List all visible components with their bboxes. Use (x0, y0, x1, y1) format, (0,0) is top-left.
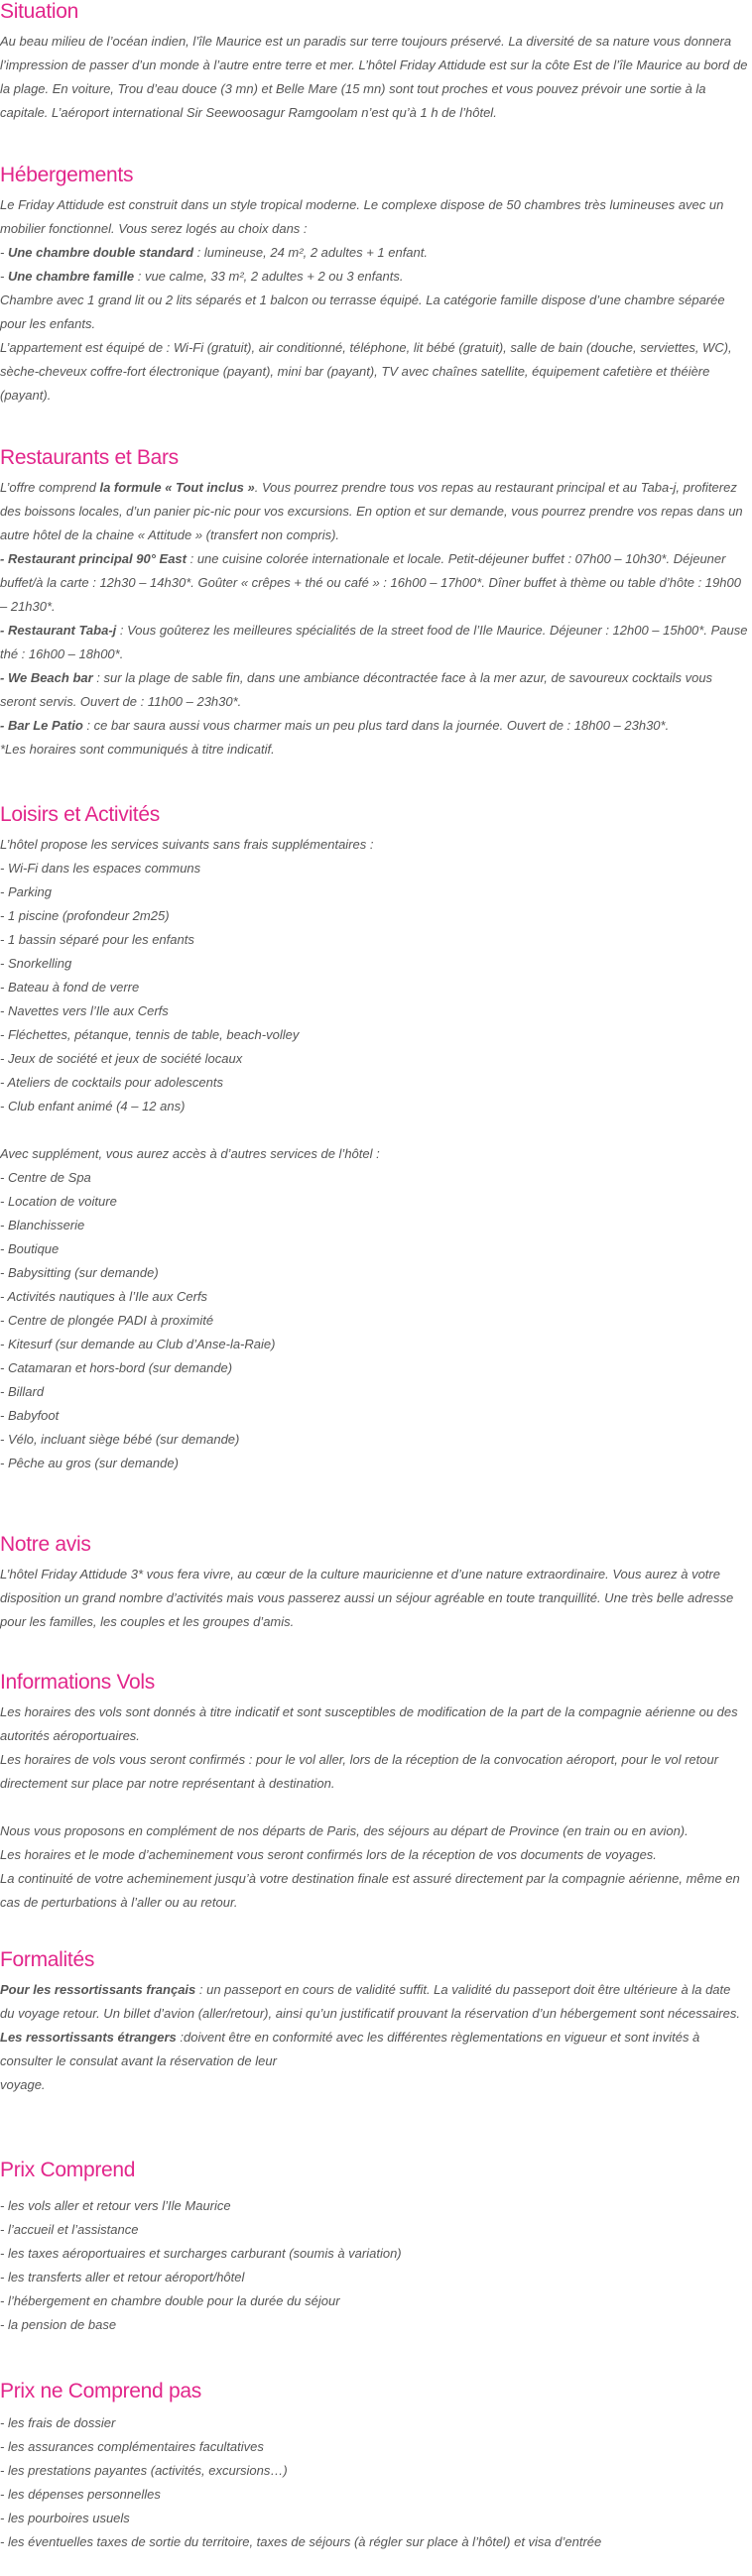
room-family: - Une chambre famille : vue calme, 33 m², 2 adultes + 2 ou 3 enfants. (0, 269, 404, 284)
formalites-foreign: Les ressortissants étrangers :doivent être en conformité avec les différentes règlementations en vigueur et sont invités à consulter le consulat avant la réservation de leur (0, 2030, 700, 2068)
room-note: Chambre avec 1 grand lit ou 2 lits séparés et 1 balcon ou terrasse équipé. La catégorie famille dispose d’une chambre séparée pour les enfants. (0, 293, 725, 331)
list-item: - les dépenses personnelles (0, 2487, 161, 2502)
list-item: - la pension de base (0, 2317, 117, 2332)
paid-services-intro: Avec supplément, vous aurez accès à d’autres services de l’hôtel : (0, 1146, 380, 1161)
section-restaurants (0, 446, 748, 761)
vols-p1: Les horaires des vols sont donnés à titre indicatif et sont susceptibles de modification de la part de la compagnie aérienne ou des autorités aéroportuaires. (0, 1704, 738, 1743)
list-item: - l’accueil et l’assistance (0, 2222, 139, 2237)
restaurants-intro: L’offre comprend la formule « Tout inclus ». Vous pourrez prendre tous vos repas au restaurant principal et au Taba-j, profiterez des boissons locales, d’un panier pic-nic pour vos excursions. En option et sur demande, vous pourrez prendre vos repas dans un autre hôtel de la chaine « Attitude » (transfert non compris). (0, 480, 743, 542)
list-item: - Fléchettes, pétanque, tennis de table, beach-volley (0, 1027, 300, 1042)
section-vols (0, 1671, 748, 1915)
prix-ne-comprend-title: Prix ne Comprend pas (0, 2380, 201, 2402)
list-item: - Wi-Fi dans les espaces communs (0, 861, 201, 876)
list-item: - Bateau à fond de verre (0, 980, 140, 995)
restaurants-title: Restaurants et Bars (0, 446, 179, 469)
list-item: - Jeux de société et jeux de société locaux (0, 1051, 243, 1066)
hebergements-title: Hébergements (0, 164, 134, 186)
list-item: - Catamaran et hors-bord (sur demande) (0, 1360, 233, 1375)
formula-all-inclusive: la formule « Tout inclus » (99, 480, 255, 495)
vols-p3: Nous vous proposons en complément de nos départs de Paris, des séjours au départ de Province (en train ou en avion). (0, 1823, 689, 1838)
free-services-intro: L’hôtel propose les services suivants sans frais supplémentaires : (0, 837, 374, 852)
restaurant-90-east: - Restaurant principal 90° East : une cuisine colorée internationale et locale. Petit-déjeuner buffet : 07h00 – 10h30*. Déjeuner buffet/à la carte : 12h30 – 14h30*. Goûter « crêpes + thé ou café » : 16h00 – 17h00*. Dîner buffet à thème ou table d’hôte : 19h00 – 21h30*. (0, 551, 741, 614)
list-item: - les taxes aéroportuaires et surcharges carburant (soumis à variation) (0, 2246, 402, 2261)
list-item: - Babysitting (sur demande) (0, 1265, 159, 1280)
prix-comprend-title: Prix Comprend (0, 2159, 136, 2181)
section-prix-comprend (0, 2159, 748, 2337)
bar-le-patio: - Bar Le Patio : ce bar saura aussi vous charmer mais un peu plus tard dans la journée. Ouvert de : 18h00 – 23h30*. (0, 718, 670, 733)
section-avis (0, 1533, 748, 1634)
list-item: - Kitesurf (sur demande au Club d’Anse-la-Raie) (0, 1337, 276, 1351)
section-loisirs (0, 803, 748, 1475)
list-item: - les transferts aller et retour aéroport/hôtel (0, 2270, 245, 2284)
vols-p2: Les horaires de vols vous seront confirmés : pour le vol aller, lors de la réception de la convocation aéroport, pour le vol retour directement sur place par notre représentant à destination. (0, 1752, 719, 1791)
room-family-name: Une chambre famille (7, 269, 135, 284)
formalites-title: Formalités (0, 1948, 95, 1971)
list-item: - les éventuelles taxes de sortie du territoire, taxes de séjours (à régler sur place à l’hôtel) et visa d’entrée (0, 2534, 602, 2549)
list-item: - les pourboires usuels (0, 2511, 130, 2525)
list-item: - Centre de plongée PADI à proximité (0, 1313, 214, 1328)
hebergements-intro: Le Friday Attidude est construit dans un style tropical moderne. Le complexe dispose de 50 chambres très lumineuses avec un mobilier fonctionnel. Vous serez logés au choix dans : (0, 197, 724, 236)
room-standard-text: : lumineuse, 24 m², 2 adultes + 1 enfant. (193, 245, 428, 260)
vols-title: Informations Vols (0, 1671, 155, 1694)
list-item: - Activités nautiques à l’Ile aux Cerfs (0, 1289, 208, 1304)
list-item: - l’hébergement en chambre double pour la durée du séjour (0, 2293, 340, 2308)
list-item: - Location de voiture (0, 1194, 117, 1209)
list-item: - Pêche au gros (sur demande) (0, 1456, 179, 1470)
section-situation (0, 0, 748, 125)
list-item: - Snorkelling (0, 956, 72, 971)
list-item: - Babyfoot (0, 1408, 60, 1423)
list-item: - 1 piscine (profondeur 2m25) (0, 908, 170, 923)
bar-we-beach: - We Beach bar : sur la plage de sable fin, dans une ambiance décontractée face à la mer azur, de savoureux cocktails vous seront servis. Ouvert de : 11h00 – 23h30*. (0, 670, 713, 709)
room-equipment: L’appartement est équipé de : Wi-Fi (gratuit), air conditionné, téléphone, lit bébé (gratuit), salle de bain (douche, serviettes, WC), sèche-cheveux coffre-fort électronique (payant), mini bar (payant), TV avec chaînes satellite, équipement cafetière et théière (payant). (0, 340, 732, 403)
list-item: - les assurances complémentaires facultatives (0, 2439, 264, 2454)
list-item: - Boutique (0, 1241, 60, 1256)
list-item: - Billard (0, 1384, 45, 1399)
hours-note: *Les horaires sont communiqués à titre indicatif. (0, 742, 275, 757)
section-prix-ne-comprend (0, 2380, 748, 2554)
list-item: - Parking (0, 884, 53, 899)
section-hebergements (0, 164, 748, 408)
list-item: - Navettes vers l’Ile aux Cerfs (0, 1003, 169, 1018)
list-item: - Club enfant animé (4 – 12 ans) (0, 1099, 186, 1113)
situation-paragraph: Au beau milieu de l’océan indien, l’île Maurice est un paradis sur terre toujours préservé. La diversité de sa nature vous donnera l’impression de passer d’un monde à l’autre entre terre et mer. L’hôtel Friday Attidude est sur la côte Est de l’île Maurice au bord de la plage. En voiture, Trou d’eau douce (3 mn) et Belle Mare (15 mn) sont tout proches et vous pouvez prévoir une sortie à la capitale. L’aéroport international Sir Seewoosagur Ramgoolam n’est qu’à 1 h de l’hôtel. (0, 34, 748, 120)
avis-title: Notre avis (0, 1533, 91, 1556)
list-item: - les vols aller et retour vers l’Ile Maurice (0, 2198, 231, 2213)
list-item: - Vélo, incluant siège bébé (sur demande) (0, 1432, 240, 1447)
formalites-foreign-end: voyage. (0, 2077, 46, 2092)
list-item: - 1 bassin séparé pour les enfants (0, 932, 194, 947)
list-item: - Centre de Spa (0, 1170, 91, 1185)
list-item: - Blanchisserie (0, 1218, 85, 1232)
room-standard: - Une chambre double standard : lumineuse, 24 m², 2 adultes + 1 enfant. (0, 245, 428, 260)
vols-p5: La continuité de votre acheminement jusqu’à votre destination finale est assuré directement par la compagnie aérienne, même en cas de perturbations à l’aller ou au retour. (0, 1871, 740, 1910)
list-item: - les frais de dossier (0, 2415, 116, 2430)
situation-title: Situation (0, 0, 79, 23)
formalites-french: Pour les ressortissants français : un passeport en cours de validité suffit. La validité du passeport doit être ultérieure à la date du voyage retour. Un billet d’avion (aller/retour), ainsi qu’un justificatif prouvant la réservation d’un hébergement sont nécessaires. (0, 1982, 740, 2021)
loisirs-title: Loisirs et Activités (0, 803, 160, 826)
list-item: - les prestations payantes (activités, excursions…) (0, 2463, 288, 2478)
vols-p4: Les horaires et le mode d’acheminement vous seront confirmés lors de la réception de vos documents de voyages. (0, 1847, 657, 1862)
restaurant-taba-j: - Restaurant Taba-j : Vous goûterez les meilleures spécialités de la street food de l’Ile Maurice. Déjeuner : 12h00 – 15h00*. Pause thé : 16h00 – 18h00*. (0, 623, 748, 661)
room-family-text: : vue calme, 33 m², 2 adultes + 2 ou 3 enfants. (134, 269, 404, 284)
section-formalites (0, 1948, 748, 2097)
avis-paragraph: L’hôtel Friday Attidude 3* vous fera vivre, au cœur de la culture mauricienne et d’une nature extraordinaire. Vous aurez à votre disposition un grand nombre d’activités mais vous passerez aussi un séjour agréable en toute tranquillité. Une très belle adresse pour les familles, les couples et les groupes d’amis. (0, 1567, 734, 1629)
list-item: - Ateliers de cocktails pour adolescents (0, 1075, 223, 1090)
room-standard-name: Une chambre double standard (7, 245, 194, 260)
